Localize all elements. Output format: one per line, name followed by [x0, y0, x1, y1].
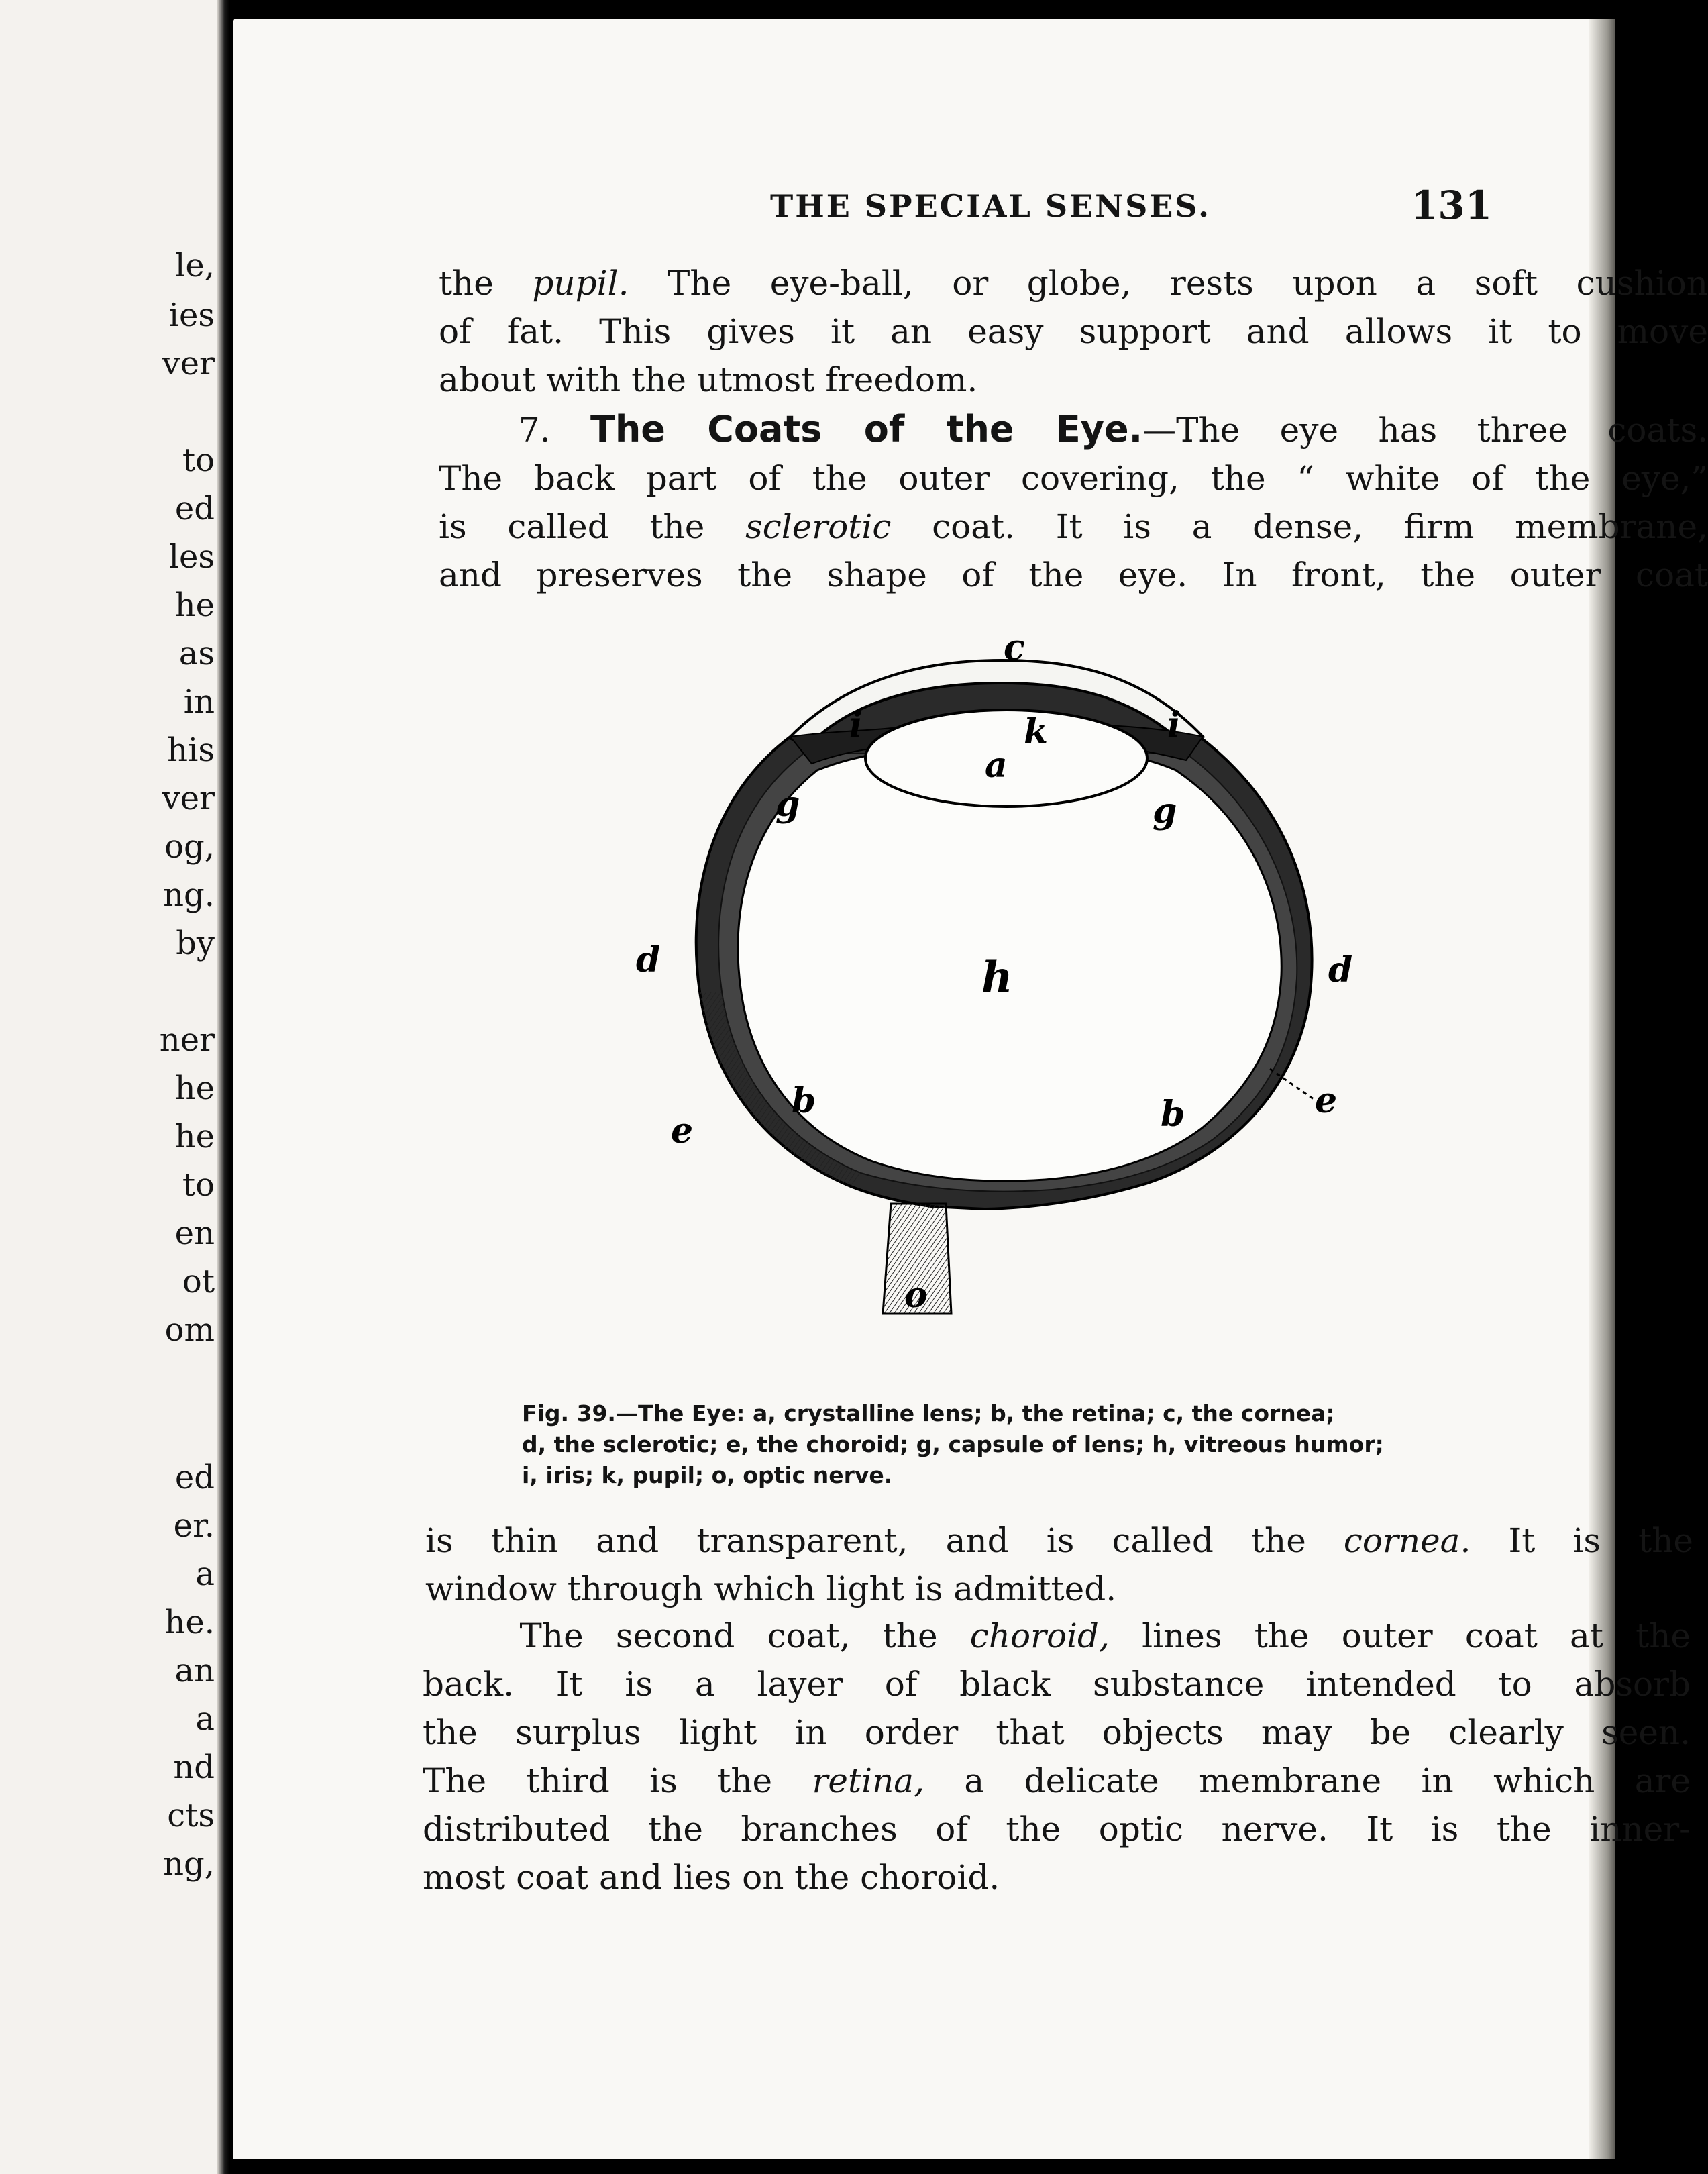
text-line: distributed the branches of the optic nerve. It is the inner-: [423, 1810, 1691, 1849]
paragraph-choroid-retina: [423, 1612, 1691, 1902]
label-e-right: e: [1315, 1080, 1338, 1121]
left-page-fragment: an: [174, 1652, 215, 1690]
label-k: k: [1024, 711, 1049, 752]
page-number: 131: [1411, 183, 1493, 228]
left-page-fragment: to: [182, 1166, 215, 1204]
text-run: a delicate membrane in which are: [924, 1761, 1691, 1800]
text-run: is thin and transparent, and is called the: [425, 1521, 1344, 1560]
left-page-fragment: ed: [174, 1459, 215, 1496]
previous-page-edge: [0, 0, 221, 2174]
left-page-fragment: as: [178, 635, 215, 672]
text-run: is called the: [439, 507, 746, 546]
left-page-fragment: he: [174, 586, 215, 624]
caption-line: i, iris; k, pupil; o, optic nerve.: [522, 1462, 893, 1488]
text-line: the surplus light in order that objects may be clearly seen.: [423, 1713, 1691, 1752]
left-page-fragment: cts: [167, 1797, 215, 1834]
italic-term-retina: retina,: [812, 1761, 925, 1800]
left-page-fragment: le,: [174, 247, 215, 284]
section-title: The Coats of the Eye.: [590, 408, 1143, 450]
text-run: The third is the: [423, 1761, 812, 1800]
left-page-fragment: his: [167, 731, 215, 769]
book-page: [233, 19, 1708, 2159]
left-page-fragment: by: [176, 925, 215, 962]
label-g-right: g: [1153, 790, 1177, 831]
left-page-fragment: ng,: [163, 1845, 215, 1883]
left-page-fragment: om: [164, 1311, 215, 1349]
left-page-fragment: in: [183, 683, 215, 721]
label-i-right: i: [1167, 705, 1181, 745]
caption-line: Fig. 39.—The Eye: a, crystalline lens; b, the retina; c, the cornea;: [522, 1400, 1335, 1427]
left-page-fragment: he: [174, 1118, 215, 1155]
text-line: of fat. This gives it an easy support and allows it to move: [439, 312, 1708, 351]
left-page-fragment: ver: [162, 780, 215, 817]
italic-term-cornea: cornea.: [1343, 1521, 1471, 1560]
text-line: [439, 503, 1708, 551]
text-line: [423, 1612, 1691, 1660]
text-line: most coat and lies on the choroid.: [423, 1858, 1000, 1897]
left-page-fragment: ot: [182, 1263, 215, 1300]
label-e-left: e: [671, 1110, 694, 1151]
label-b-right: b: [1161, 1094, 1185, 1135]
left-page-fragment: he.: [164, 1604, 215, 1641]
caption-line: d, the sclerotic; e, the choroid; g, capsule of lens; h, vitreous humor;: [522, 1431, 1384, 1457]
text-run: It is the: [1471, 1521, 1693, 1560]
section-number: 7.: [518, 411, 591, 450]
text-line: [425, 1516, 1693, 1565]
italic-term-choroid: choroid,: [969, 1616, 1110, 1655]
text-line: about with the utmost freedom.: [439, 360, 978, 399]
label-i-left: i: [849, 705, 863, 745]
text-run: lines the outer coat at the: [1109, 1616, 1691, 1655]
label-d-left: d: [636, 939, 661, 980]
left-page-fragment: er.: [173, 1507, 215, 1545]
paragraph-cornea: [425, 1516, 1693, 1613]
text-run: The eye-ball, or globe, rests upon a soft cushion: [629, 264, 1708, 303]
left-page-fragment: a: [195, 1555, 215, 1593]
left-page-fragment: en: [174, 1214, 215, 1252]
left-page-fragment: les: [168, 538, 215, 576]
book-gutter: [217, 0, 229, 2174]
text-line: [439, 405, 1708, 454]
left-page-fragment: ner: [159, 1021, 215, 1059]
label-a: a: [985, 745, 1008, 786]
left-page-fragment: nd: [173, 1749, 215, 1786]
label-d-right: d: [1328, 949, 1353, 990]
text-line: [423, 1757, 1691, 1805]
label-o: o: [904, 1275, 928, 1316]
text-line: window through which light is admitted.: [425, 1569, 1117, 1608]
eye-diagram: [636, 627, 1575, 1401]
left-page-fragment: a: [195, 1700, 215, 1738]
running-head: THE SPECIAL SENSES.: [770, 188, 1212, 224]
left-page-fragment: ng.: [163, 876, 215, 914]
italic-term-sclerotic: sclerotic: [745, 507, 892, 546]
left-page-fragment: ed: [174, 490, 215, 527]
text-line: back. It is a layer of black substance intended to absorb: [423, 1665, 1691, 1704]
label-g-left: g: [776, 784, 800, 825]
label-c: c: [1004, 627, 1025, 668]
left-page-fragment: og,: [164, 828, 215, 866]
text-run: The second coat, the: [519, 1616, 970, 1655]
label-h: h: [981, 952, 1013, 1002]
text-run: —The eye has three coats.: [1142, 411, 1708, 450]
left-page-fragment: to: [182, 442, 215, 479]
text-run: the: [439, 264, 533, 303]
text-line: and preserves the shape of the eye. In front, the outer coat: [439, 556, 1708, 594]
text-line: The back part of the outer covering, the “ white of the eye,”: [439, 459, 1708, 498]
left-page-fragment: he: [174, 1070, 215, 1107]
paragraph-pupil: [439, 259, 1708, 404]
italic-term-pupil: pupil.: [532, 264, 629, 303]
label-b-left: b: [792, 1080, 816, 1121]
text-line: [439, 259, 1708, 307]
text-run: coat. It is a dense, firm membrane,: [891, 507, 1708, 546]
paragraph-coats-of-eye: [439, 405, 1708, 599]
left-page-fragment: ver: [162, 345, 215, 382]
left-page-fragment: ies: [168, 297, 215, 334]
figure-caption: [522, 1398, 1609, 1491]
